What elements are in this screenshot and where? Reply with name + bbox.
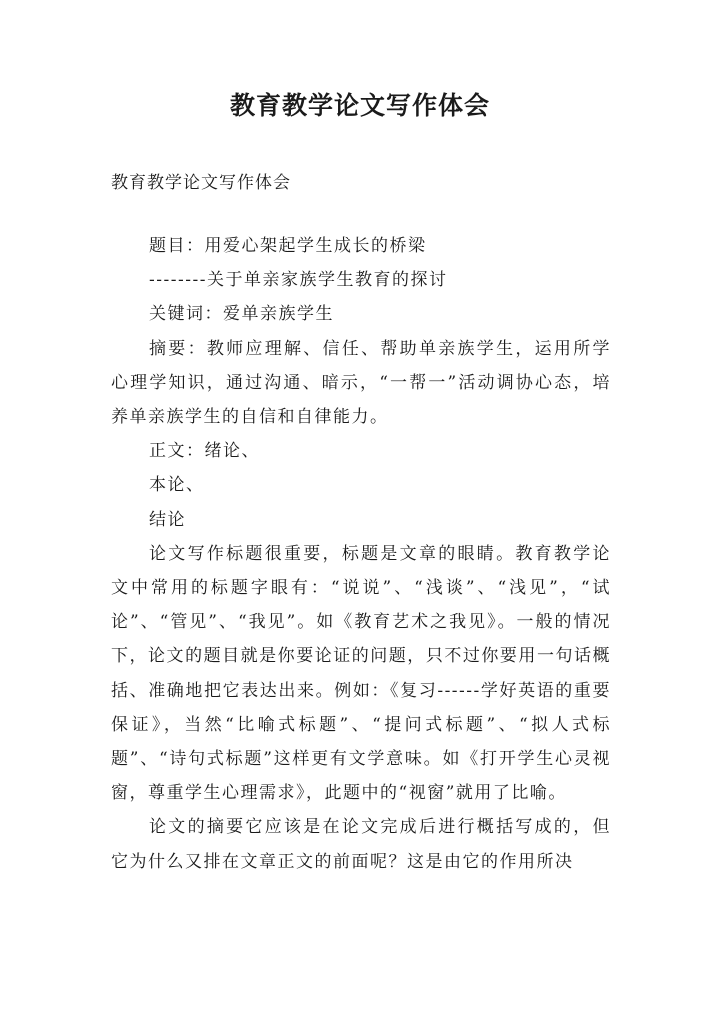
- document-body: [111, 229, 611, 879]
- document-title: 教育教学论文写作体会: [229, 91, 490, 120]
- abstract-advice-paragraph: 论文的摘要它应该是在论文完成后进行概括写成的，但它为什么又排在文章正文的前面呢？这是由它的作用所决: [111, 817, 611, 872]
- title-advice-paragraph: 论文写作标题很重要，标题是文章的眼睛。教育教学论文中常用的标题字眼有：“说说”、“浅谈”、“浅见”，“试论”、“管见”、“我见”。如《教育艺术之我见》。一般的情况下，论文的题目就是你要论证的问题，只不过你要用一句话概括、准确地把它表达出来。例如：《复习------学好英语的重要保证》，当然“比喻式标题”、“提问式标题”、“拟人式标题”、“诗句式标题”这样更有文学意味。如《打开学生心灵视窗，尊重学生心理需求》，此题中的“视窗”就用了比喻。: [111, 543, 611, 804]
- topic-line: 题目：用爱心架起学生成长的桥梁: [149, 236, 427, 256]
- outline-item-main: 本论、: [149, 475, 205, 496]
- keywords-line: 关键词：爱单亲族学生: [149, 304, 334, 325]
- outline-item-intro: 正文：绪论、: [149, 441, 260, 462]
- outline-item-conclusion: 结论: [149, 509, 186, 530]
- topic-subline: --------关于单亲家族学生教育的探讨: [149, 270, 448, 291]
- document-subtitle: 教育教学论文写作体会: [111, 173, 291, 193]
- abstract-paragraph: 摘要：教师应理解、信任、帮助单亲族学生，运用所学心理学知识，通过沟通、暗示，“一帮一”活动调协心态，培养单亲族学生的自信和自律能力。: [111, 338, 611, 428]
